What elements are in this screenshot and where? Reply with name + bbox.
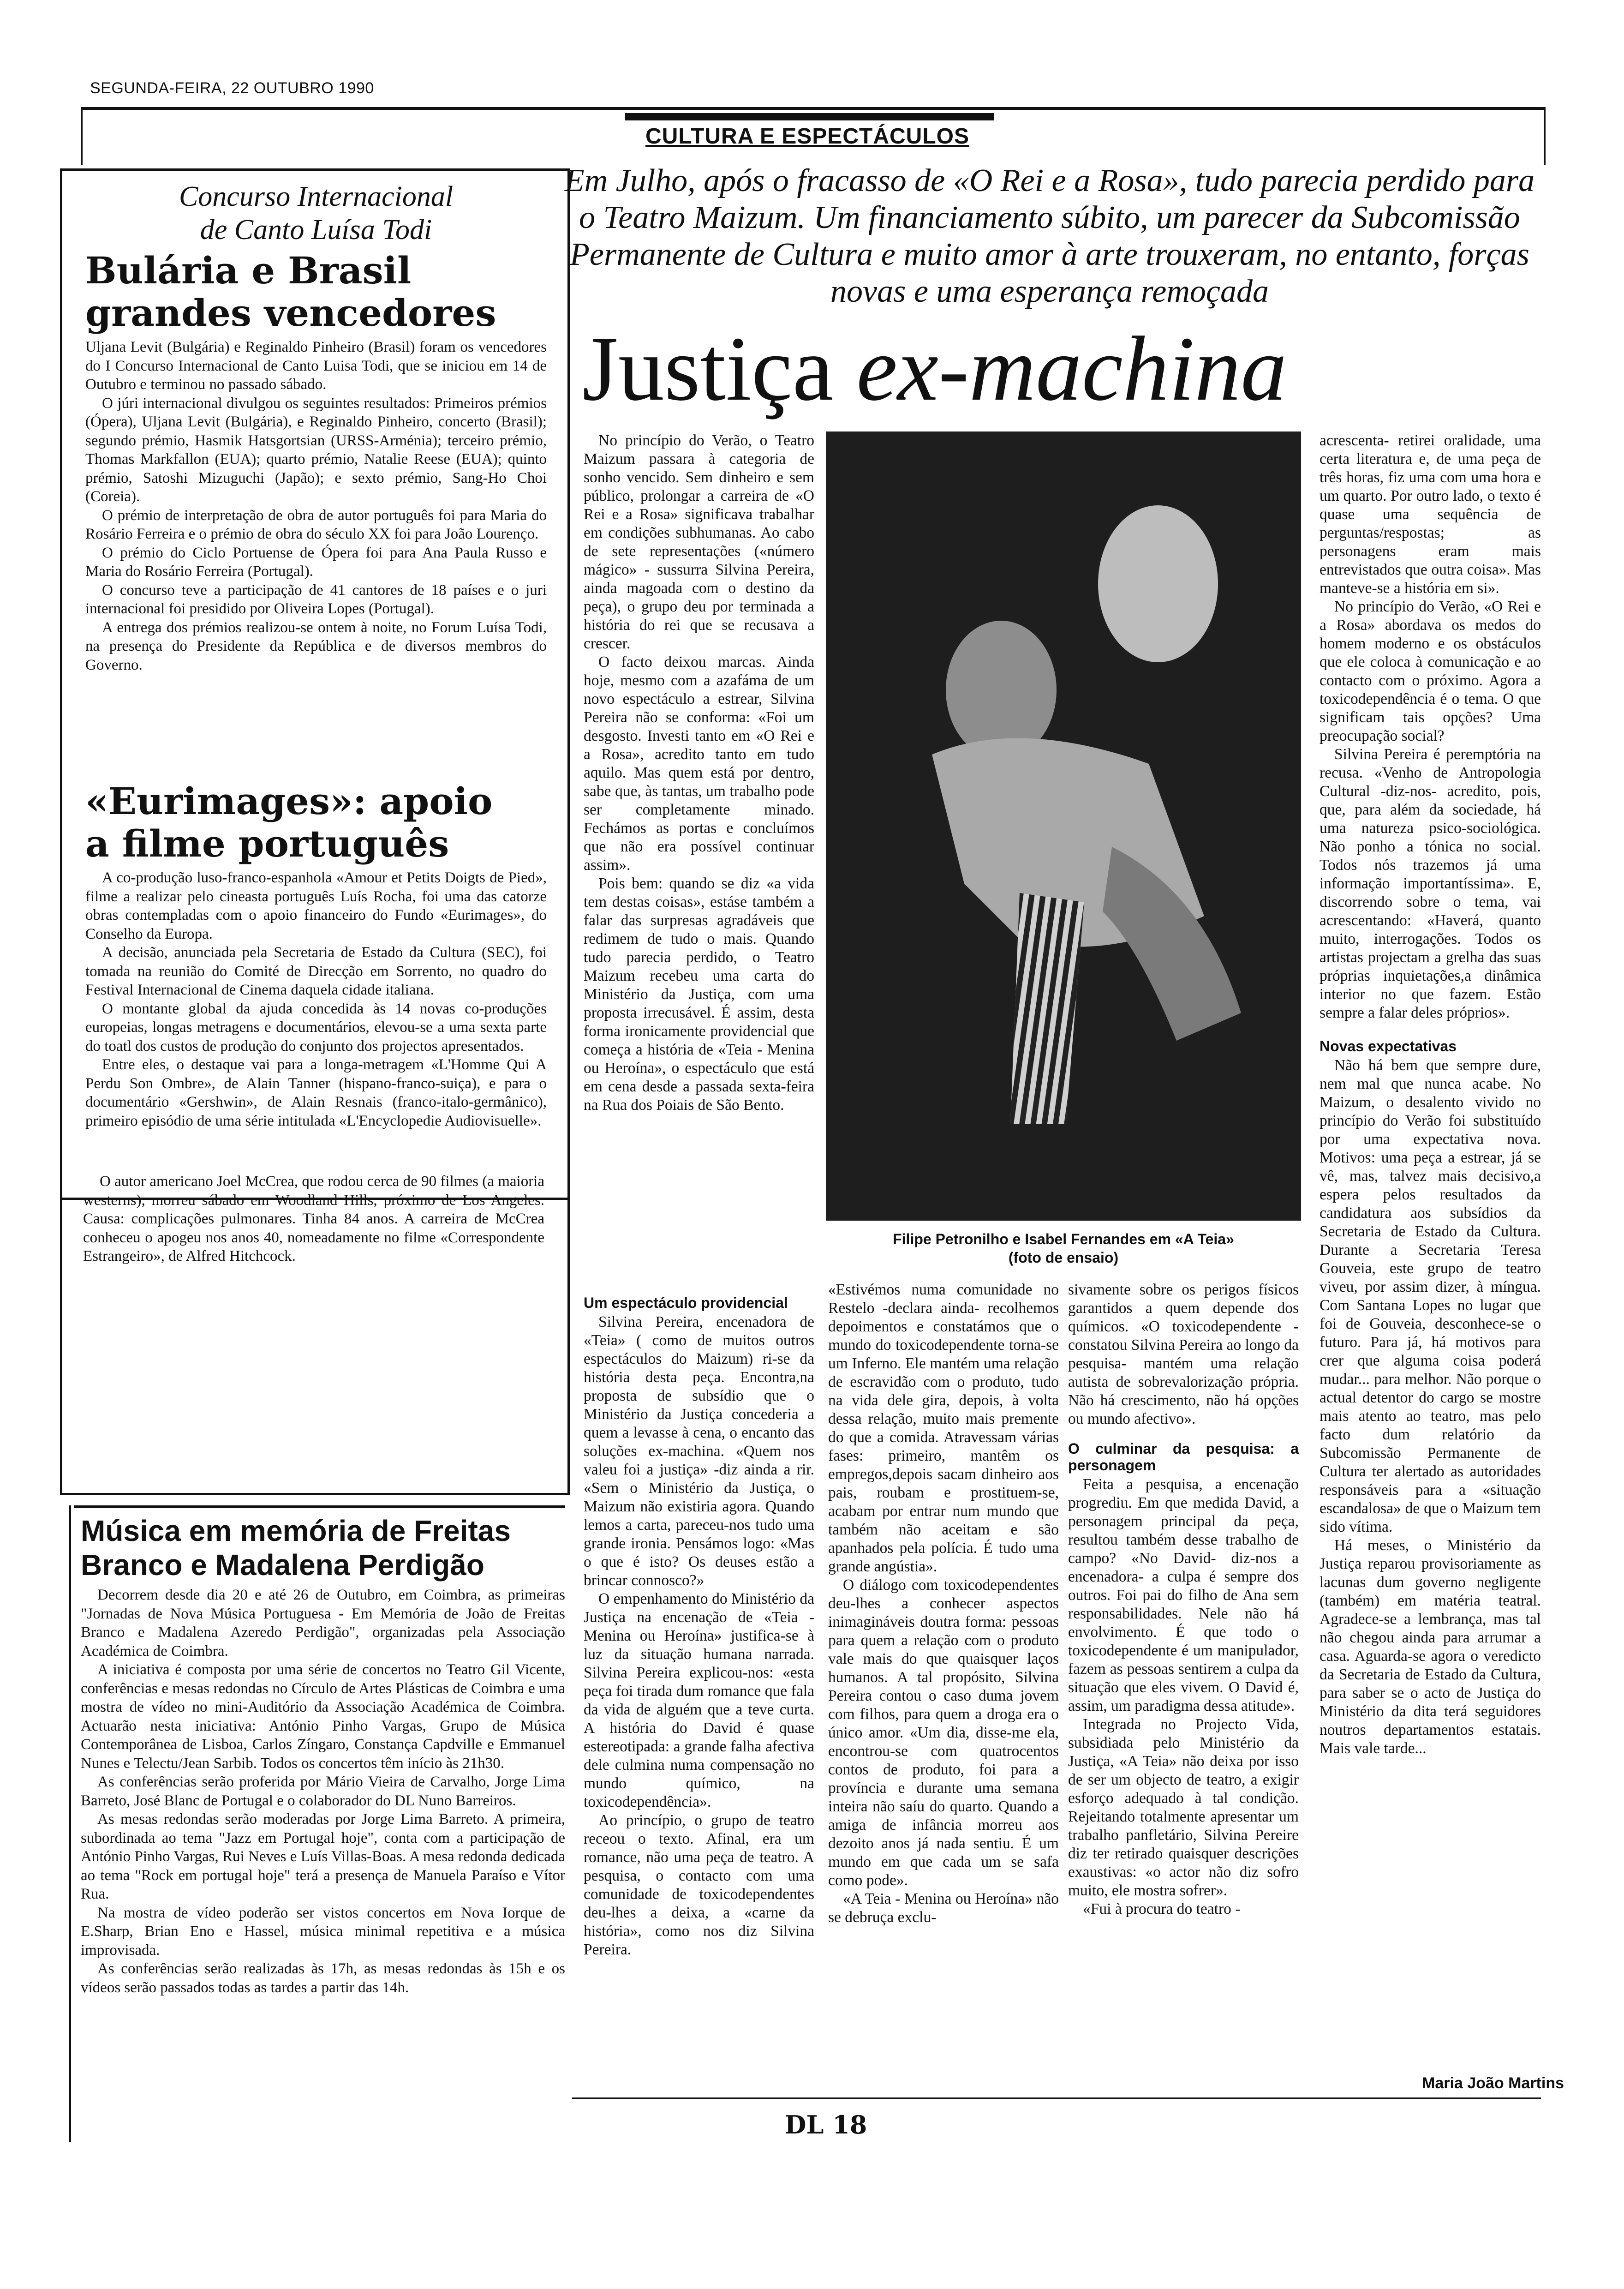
freitas-paragraph: Decorrem desde dia 20 e até 26 de Outubro, em Coimbra, as primeiras "Jornadas de Nova Música Portuguesa - Em Memória de João de Freitas Branco e Madalena Azeredo Perdigão", organizadas pela Associação Académica de Coimbra. bbox=[81, 1587, 565, 1660]
main-headline bbox=[582, 318, 1505, 429]
todi-paragraph: A entrega dos prémios realizou-se ontem à noite, no Forum Luísa Todi, na presença do Presidente da República e de diversos membros do Governo. bbox=[85, 619, 547, 673]
freitas-paragraph: As conferências serão realizadas às 17h, as mesas redondas às 15h e os vídeos serão passados todas as tardes a partir das 14h. bbox=[81, 1960, 565, 1996]
performance-photo bbox=[826, 431, 1301, 1221]
main-paragraph: Pois bem: quando se diz «a vida tem destas coisas», estáse também a falar das surpresas agradáveis que redimem de tudo o mais. Quando tudo parecia perdido, o Teatro Maizum recebeu uma carta do Ministério da Justiça, com uma proposta irrecusável. É assim, desta forma ironicamente providencial que começa a história de «Teia - Menina ou Heroína», o espectáculo que está em cena desde a passada sexta-feira na Rua dos Poiais de São Bento. bbox=[584, 875, 814, 1114]
main-paragraph: Silvina Pereira é peremptória na recusa. «Venho de Antropologia Cultural -diz-nos- acredito, pois, que, para além da sociedade, há uma natureza psico-sociológica. Não ponho a tónica no social. Todos nós trazemos já uma informação importantíssima». E, discorrendo sobre o tema, vai acrescentando: «Haverá, quanto muito, interrogações. Todos os artistas projectam a grelha das suas próprias inquietações,a dinâmica interior no que fazem. Estão sempre a falar deles próprios». bbox=[1320, 746, 1541, 1021]
frame-right-rule bbox=[1544, 110, 1546, 165]
eurimages-paragraph: A co-produção luso-franco-espanhola «Amour et Petits Doigts de Pied», filme a realizar pelo cineasta português Luís Rocha, foi uma das catorze obras contempladas com o apoio financeiro do Fundo «Eurimages», do Conselho da Europa. bbox=[85, 869, 547, 942]
main-paragraph: Ao princípio, o grupo de teatro receou o texto. Afinal, era um romance, não uma peça de teatro. A pesquisa, o contacto com uma comunidade de toxicodependentes deu-lhes a deixa, a «carne da história», como nos diz Silvina Pereira. bbox=[584, 1812, 814, 1958]
main-paragraph: «Fui à procura do teatro - bbox=[1083, 1900, 1241, 1917]
subhead-novas-expectativas: Novas expectativas bbox=[1320, 1038, 1457, 1055]
main-paragraph: «Estivémos numa comunidade no Restelo -declara ainda- recolhemos depoimentos e constatámos que o mundo do toxicodependente torna-se um Inferno. Ele mantém uma relação de escravidão com o produto, tudo na vida dele gira, depois, à volta dessa relação, muito mais premente do que a comida. Atravessam várias fases: primeiro, mantêm os empregos,depois sacam dinheiro aos pais, roubam e prostituem-se, acabam por entrar num mundo que também não aceitam e são apanhados pela polícia. É tudo uma grande angústia». bbox=[828, 1281, 1059, 1575]
todi-paragraph: O concurso teve a participação de 41 cantores de 18 países e o juri internacional foi presidido por Oliveira Lopes (Portugal). bbox=[85, 581, 547, 617]
sidebar-box-frame bbox=[60, 168, 570, 1495]
eurimages-paragraph: A decisão, anunciada pela Secretaria de Estado da Cultura (SEC), foi tomada na reunião do Comité de Direcção em Sorrento, no quadro do Festival Internacional de Cinema daquela cidade italiana. bbox=[85, 944, 547, 998]
main-paragraph: acrescenta- retirei oralidade, uma certa literatura e, de uma peça de três horas, fiz uma com uma hora e um quarto. Por outro lado, o texto é quase uma sequência de perguntas/respostas; as personagens eram mais entrevistados que outra coisa». Mas manteve-se a história em si». bbox=[1320, 432, 1541, 597]
section-tag: CULTURA E ESPECTÁCULOS bbox=[645, 124, 969, 149]
todi-paragraph: O prémio de interpretação de obra de autor português foi para Maria do Rosário Ferreira e o prémio de obra do século XX foi para João Lourenço. bbox=[85, 507, 547, 542]
main-paragraph: Silvina Pereira, encenadora de «Teia» ( como de muitos outros espectáculos do Maizum) ri-se da história desta peça. Encontra,na proposta de subsídio que o Ministério da Justiça concederia a quem a levasse à cena, o encanto das soluções ex-machina. «Quem nos valeu foi a justiça» -diz ainda a rir. «Sem o Ministério da Justiça, o Maizum não existiria agora. Quando lemos a carta, pareceu-nos tudo uma grande ironia. Pensámos logo: «Mas o que é isto? Os deuses estão a brincar connosco?» bbox=[584, 1313, 814, 1589]
main-paragraph: «A Teia - Menina ou Heroína» não se debruça exclu- bbox=[828, 1890, 1059, 1926]
main-col2 bbox=[828, 1281, 1059, 2181]
todi-headline-line1: Bulária e Brasil bbox=[85, 249, 412, 292]
page-number: DL 18 bbox=[784, 2110, 867, 2139]
main-paragraph: No princípio do Verão, o Teatro Maizum passara à categoria de sonho vencido. Sem dinheiro e sem público, prolongar a carreira de «O Rei e a Rosa» significava trabalhar em condições subhumanas. Ao cabo de sete representações («número mágico» - sussurra Silvina Pereira, ainda magoada com o destino da peça), o grupo deu por terminada a história do rei que se recusava a crescer. bbox=[584, 432, 814, 652]
frame-left-rule bbox=[81, 110, 83, 165]
main-paragraph: Integrada no Projecto Vida, subsidiada pelo Ministério da Justiça, «A Teia» não deixa por isso de ser um objecto de teatro, a exigir esforço adequado à tal condição. Rejeitando totalmente apresentar um trabalho panfletário, Silvina Pereire diz ter retirado quaisquer descrições exaustivas: «o actor não diz sofro muito, ele mostra sofrer». bbox=[1068, 1716, 1299, 1899]
dateline: SEGUNDA-FEIRA, 22 OUTUBRO 1990 bbox=[90, 79, 374, 97]
eurimages-paragraph: O montante global da ajuda concedida às 14 novas co-produções europeias, longas metragens e documentários, elevou-se a uma sexta parte do toatl dos custos de produção do conjunto dos projectos apresentados. bbox=[85, 1000, 547, 1055]
main-col1 bbox=[584, 431, 814, 1278]
freitas-paragraph: As conferências serão proferida por Mário Vieira de Carvalho, Jorge Lima Barreto, José Blanc de Portugal e o colaborador do DL Nuno Barreiros. bbox=[81, 1774, 565, 1809]
main-col3 bbox=[1068, 1281, 1299, 2181]
todi-kicker-line1: Concurso Internacional bbox=[179, 181, 454, 212]
todi-headline-line2: grandes vencedores bbox=[85, 291, 496, 335]
main-paragraph: Há meses, o Ministério da Justiça reparou provisoriamente as lacunas dum governo negligente (também) em matéria teatral. Agradece-se a lembrança, mas tal não chegou ainda para arrumar a casa. Aguarda-se agora o veredicto da Secretaria de Estado da Cultura, para saber se o acto de Justiça do Ministério da dita terá seguidores noutros departamentos estatais. Mais vale tarde... bbox=[1320, 1537, 1541, 1757]
freitas-top-rule bbox=[74, 1505, 565, 1508]
section-rule bbox=[625, 113, 994, 120]
main-paragraph: O facto deixou marcas. Ainda hoje, mesmo com a azafáma de um novo espectáculo a estrear, Silvina Pereira não se conforma: «Foi um desgosto. Investi tanto em «O Rei e a Rosa», acredito tanto em tudo aquilo. Mas quem está por dentro, sabe que, às tantas, um trabalho pode ser completamente minado. Fechámos as portas e concluímos que não era possível continuar assim». bbox=[584, 653, 814, 874]
main-paragraph: Não há bem que sempre dure, nem mal que nunca acabe. No Maizum, o desalento vivido no princípio do Verão foi substituído por uma expectativa nova. Motivos: uma peça a estrear, já se vê, mas, talvez mais decisivo,a espera pelos resultados da candidatura aos subsídios da Secretaria de Estado da Cultura. Durante a Secretaria Teresa Gouveia, este grupo de teatro viveu, por assim dizer, à míngua. Com Santana Lopes no lugar que foi de Gouveia, desconhece-se o futuro. Para já, há motivos para crer que alguma coisa poderá mudar... para melhor. Não porque o actual detentor do cargo se mostre mais atento ao teatro, mas pelo facto dum relatório da Subcomissão Permanente de Cultura ter alertado as autoridades responsáveis para a «situação escandalosa» de que o Maizum tem sido vítima. bbox=[1320, 1057, 1541, 1535]
author-signature: Maria João Martins bbox=[1422, 2074, 1564, 2092]
todi-paragraph: Uljana Levit (Bulgária) e Reginaldo Pinheiro (Brasil) foram os vencedores do I Concurso Internacional de Canto Luisa Todi, que se iniciou em 14 de Outubro e terminou no passado sábado. bbox=[85, 339, 547, 393]
main-headline-roman: Justiça bbox=[582, 318, 857, 420]
main-paragraph: sivamente sobre os perigos físicos garantidos a quem depende dos químicos. «O toxicodependente - constatou Silvina Pereira ao longo da pesquisa- mantém uma relação autista de sobrevalorização própria. Não há crescimento, não há opções ou mundo afectivo». bbox=[1068, 1281, 1299, 1427]
todi-paragraph: O júri internacional divulgou os seguintes resultados: Primeiros prémios (Ópera), Uljana Levit (Bulgária), e Reginaldo Pinheiro, concerto (Brasil); segundo prémio, Hasmik Hatsgortsian (URSS-Arménia); terceiro prémio, Thomas Markfallon (EUA); quarto prémio, Natalie Reese (EUA); quinto prémio, Satoshi Mizuguchi (Japão); e sexto prémio, Sang-Ho Choi (Coreia). bbox=[85, 395, 547, 505]
todi-kicker-line2: de Canto Luísa Todi bbox=[200, 214, 432, 246]
main-col1b bbox=[584, 1294, 814, 2178]
mccrea-paragraph: O autor americano Joel McCrea, que rodou cerca de 90 filmes (a maioria westerns), morreu sábado em Woodland Hills, próximo de Los Angeles. Causa: complicações pulmonares. Tinha 84 anos. A carreira de McCrea conheceu o apogeu nos anos 40, nomeadamente no filme «Correspondente Estrangeiro», de Alfred Hitchcock. bbox=[83, 1173, 544, 1264]
photo-caption-line2: (foto de ensaio) bbox=[1008, 1249, 1119, 1266]
freitas-headline-line2: Branco e Madalena Perdigão bbox=[81, 1548, 484, 1582]
main-paragraph: O diálogo com toxicodependentes deu-lhes a conhecer aspectos inimagináveis doutra forma: pessoas para quem a relação com o produto vale mais do que quaisquer laços humanos. A tal propósito, Silvina Pereira contou o caso duma jovem com filhos, para quem a droga era o único amor. «Um dia, disse-me ela, encontrou-se com quatrocentos contos de produto, foi para a província e durante uma semana inteira não saíu do quarto. Quando a amiga de infância morreu aos dezoito anos já nada sentiu. É um mundo em que cada um se safa como pode». bbox=[828, 1576, 1059, 1889]
article-intro: Em Julho, após o fracasso de «O Rei e a Rosa», tudo parecia perdido para o Teatro Maizum. Um financiamento súbito, um parecer da Subcomissão Permanente de Cultura e muito amor à arte trouxeram, no entanto, forças novas e uma esperança remoçada bbox=[564, 163, 1535, 309]
freitas-left-rule bbox=[69, 1505, 71, 2142]
main-paragraph: Feita a pesquisa, a encenação progrediu. Em que medida David, a personagem principal da peça, resultou também desse trabalho de campo? «No David- diz-nos a encenadora- a culpa é sempre dos outros. Foi pai do filho de Ana sem responsabilidades. Nele não há envolvimento. É que todo o toxicodependente é um manipulador, fazem as pessoas sentirem a culpa da situação que eles vivem. O David é, assim, um paradigma dessa atitude». bbox=[1068, 1476, 1299, 1714]
footer-rule bbox=[572, 2097, 1541, 2099]
todi-paragraph: O prémio do Ciclo Portuense de Ópera foi para Ana Paula Russo e Maria do Rosário Ferreira (Portugal). bbox=[85, 544, 547, 580]
freitas-paragraph: A iniciativa é composta por uma série de concertos no Teatro Gil Vicente, conferências e mesas redondas no Círculo de Artes Plásticas de Coimbra e uma mostra de vídeo no mini-Auditório da Associação Académica de Coimbra. Actuarão nesta iniciativa: António Pinho Vargas, Grupo de Música Contemporânea de Lisboa, Carlos Zíngaro, Constança Capdville e Emmanuel Nunes e Telectu/Jean Sarbib. Todos os concertos têm início às 21h30. bbox=[81, 1661, 565, 1772]
freitas-paragraph: As mesas redondas serão moderadas por Jorge Lima Barreto. A primeira, subordinada ao tema "Jazz em Portugal hoje", conta com a participação de António Pinho Vargas, Rui Neves e Luís Villas-Boas. A mesa redonda dedicada ao tema "Rock em portugal hoje" terá a presença de Manuela Paraíso e Vítor Rua. bbox=[81, 1811, 565, 1902]
freitas-headline-line1: Música em memória de Freitas bbox=[81, 1514, 511, 1547]
subhead-providencial: Um espectáculo providencial bbox=[584, 1294, 788, 1311]
main-paragraph: No princípio do Verão, «O Rei e a Rosa» abordava os medos do homem moderno e os obstáculos que ele coloca à comunicação e ao contacto com o próximo. Agora a toxicodependência é o tema. O que significam tais opções? Uma preocupação social? bbox=[1320, 598, 1541, 744]
eurimages-headline-line1: «Eurimages»: apoio bbox=[85, 779, 493, 823]
photo-caption bbox=[821, 1230, 1306, 1271]
freitas-body bbox=[81, 1586, 565, 1997]
freitas-article bbox=[81, 1514, 565, 2178]
top-rule bbox=[81, 107, 1546, 110]
freitas-paragraph: Na mostra de vídeo poderão ser vistos concertos em Nova Iorque de E.Sharp, Brian Eno e Hassel, música minimal repetitiva e a música improvisada. bbox=[81, 1904, 565, 1959]
main-paragraph: O empenhamento do Ministério da Justiça na encenação de «Teia - Menina ou Heroína» justifica-se à luz da situação humana narrada. Silvina Pereira explicou-nos: «esta peça foi tirada dum romance que fala da vida de alguém que a teve curta. A história do David é quase estereotipada: a grande falha afectiva dele culmina numa compensação no mundo químico, na toxicodependência». bbox=[584, 1590, 814, 1810]
eurimages-paragraph: Entre eles, o destaque vai para a longa-metragem «L'Homme Qui A Perdu Son Ombre», de Alain Tanner (hispano-franco-suiça), e para o documentário «Gershwin», de Alain Resnais (franco-italo-germânico), primeiro episódio de uma série intitulada «L'Encyclopedie Audiovisuelle». bbox=[85, 1056, 547, 1129]
subhead-personagem: O culminar da pesquisa: a personagem bbox=[1068, 1440, 1299, 1474]
photo-caption-line1: Filipe Petronilho e Isabel Fernandes em «A Teia» bbox=[893, 1231, 1234, 1247]
main-headline-italic: ex-machina bbox=[856, 318, 1287, 420]
main-col4 bbox=[1320, 431, 1541, 2070]
photo-image bbox=[826, 431, 1301, 1221]
eurimages-headline-line2: a filme português bbox=[85, 822, 449, 865]
